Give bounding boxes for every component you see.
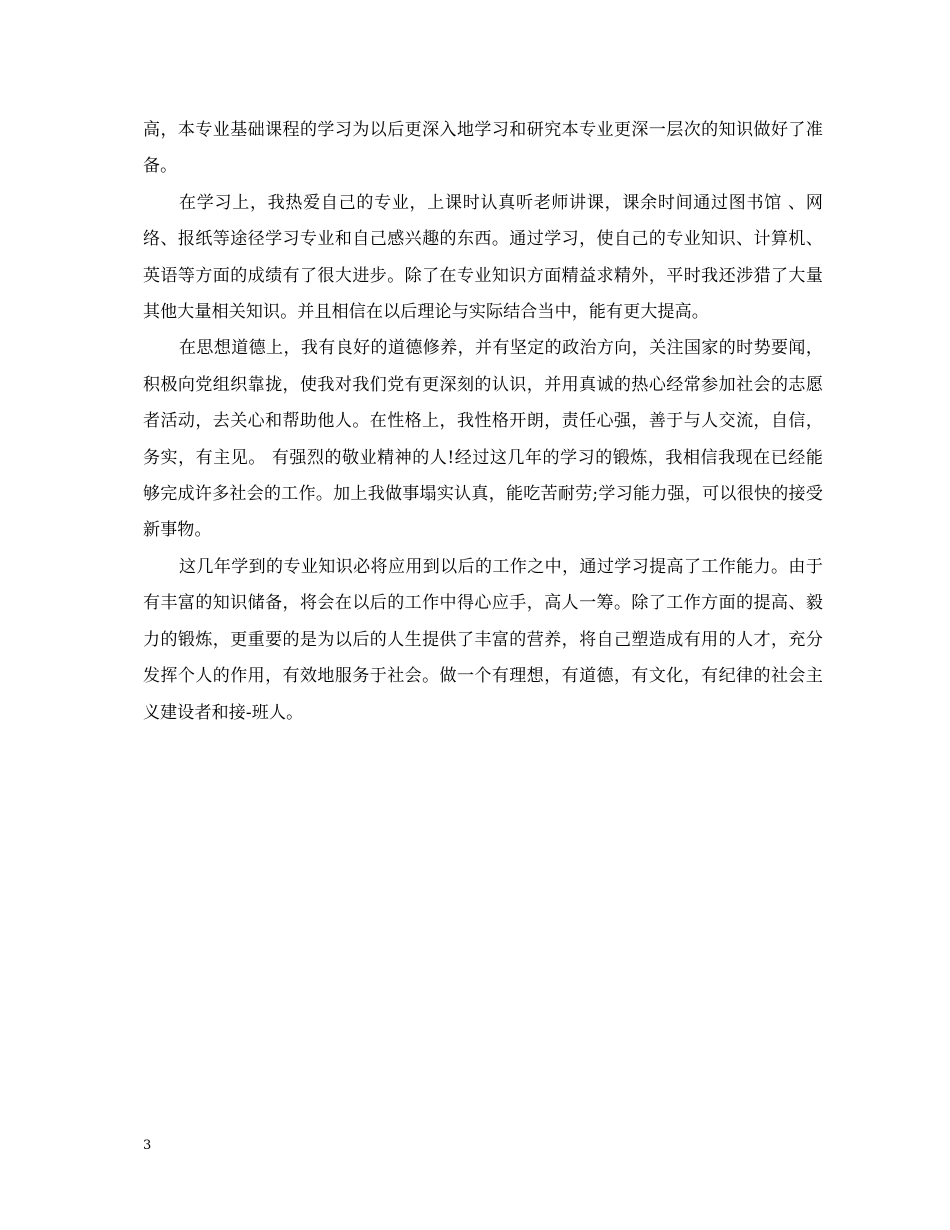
paragraph-future: 这几年学到的专业知识必将应用到以后的工作之中，通过学习提高了工作能力。由于有丰富的知识储备，将会在以后的工作中得心应手，高人一筹。除了工作方面的提高、毅力的锻炼，更重要的是为以后的人生提供了丰富的营养，将自己塑造成有用的人才，充分发挥个人的作用，有效地服务于社会。做一个有理想，有道德，有文化，有纪律的社会主义建设者和接-班人。	[143, 556, 823, 723]
paragraph-continuation: 高，本专业基础课程的学习为以后更深入地学习和研究本专业更深一层次的知识做好了准备。	[143, 120, 823, 177]
paragraph-morality: 在思想道德上，我有良好的道德修养，并有坚定的政治方向，关注国家的时势要闻，积极向党组织靠拢，使我对我们党有更深刻的认识，并用真诚的热心经常参加社会的志愿者活动，去关心和帮助他人。在性格上，我性格开朗，责任心强，善于与人交流，自信，务实，有主见。 有强烈的敬业精神的人!经过这几年的学习的锻炼，我相信我现在已经能够完成许多社会的工作。加上我做事塌实认真，能吃苦耐劳;学习能力强，可以很快的接受新事物。	[143, 338, 823, 541]
page-number: 3	[143, 1138, 152, 1153]
paragraph-study: 在学习上，我热爱自己的专业，上课时认真听老师讲课，课余时间通过图书馆 、网络、报纸等途径学习专业和自己感兴趣的东西。通过学习，使自己的专业知识、计算机、英语等方面的成绩有了很大进步。除了在专业知识方面精益求精外，平时我还涉猎了大量其他大量相关知识。并且相信在以后理论与实际结合当中，能有更大提高。	[143, 192, 823, 323]
body-text	[143, 112, 823, 731]
